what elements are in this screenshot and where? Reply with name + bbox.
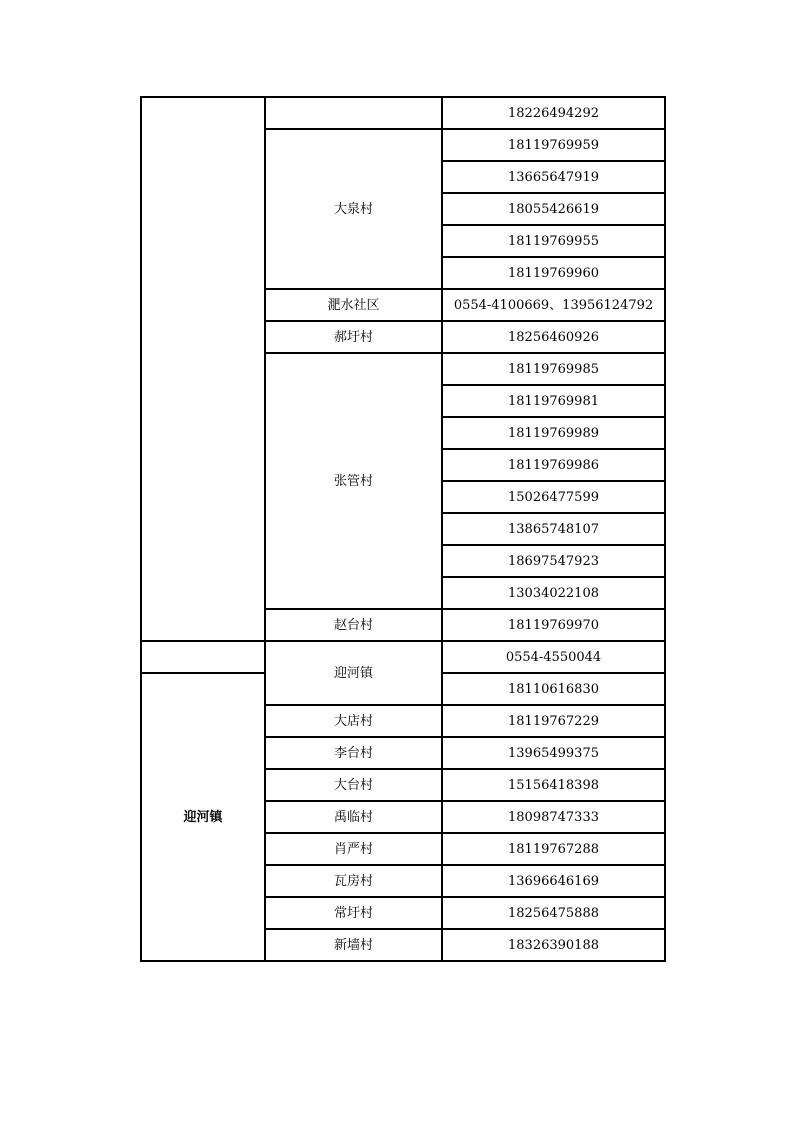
village-cell: 新墙村 (265, 929, 442, 961)
village-cell: 郝圩村 (265, 321, 442, 353)
phone-cell: 18119767229 (442, 705, 665, 737)
village-cell: 张管村 (265, 353, 442, 609)
village-cell: 李台村 (265, 737, 442, 769)
phone-cell: 18098747333 (442, 801, 665, 833)
village-cell: 肖严村 (265, 833, 442, 865)
phone-cell: 18119769970 (442, 609, 665, 641)
phone-cell: 0554-4100669、13956124792 (442, 289, 665, 321)
village-cell-empty (265, 97, 442, 129)
phone-cell: 18110616830 (442, 673, 665, 705)
phone-cell: 18256460926 (442, 321, 665, 353)
phone-cell: 15026477599 (442, 481, 665, 513)
phone-cell: 18119769960 (442, 257, 665, 289)
phone-cell: 18119769981 (442, 385, 665, 417)
phone-cell: 18697547923 (442, 545, 665, 577)
phone-cell: 18119767288 (442, 833, 665, 865)
village-cell: 大店村 (265, 705, 442, 737)
phone-cell: 18119769985 (442, 353, 665, 385)
village-cell: 大台村 (265, 769, 442, 801)
phone-cell: 18119769955 (442, 225, 665, 257)
village-cell: 赵台村 (265, 609, 442, 641)
phone-cell: 18326390188 (442, 929, 665, 961)
town-cell-empty (141, 641, 265, 673)
phone-cell: 18119769959 (442, 129, 665, 161)
phone-cell: 13665647919 (442, 161, 665, 193)
phone-cell: 13696646169 (442, 865, 665, 897)
village-cell: 瓦房村 (265, 865, 442, 897)
phone-cell: 18256475888 (442, 897, 665, 929)
village-cell: 淝水社区 (265, 289, 442, 321)
phone-cell: 18055426619 (442, 193, 665, 225)
town-cell: 迎河镇 (141, 673, 265, 961)
phone-cell: 18226494292 (442, 97, 665, 129)
phone-cell: 15156418398 (442, 769, 665, 801)
village-cell: 大泉村 (265, 129, 442, 289)
village-cell: 禹临村 (265, 801, 442, 833)
village-cell: 常圩村 (265, 897, 442, 929)
phone-cell: 13865748107 (442, 513, 665, 545)
phone-cell: 13965499375 (442, 737, 665, 769)
town-cell-previous (141, 97, 265, 641)
table-row (141, 641, 665, 673)
phone-cell: 0554-4550044 (442, 641, 665, 673)
village-cell: 迎河镇 (265, 641, 442, 705)
phone-cell: 13034022108 (442, 577, 665, 609)
phone-cell: 18119769986 (442, 449, 665, 481)
table-row (141, 97, 665, 129)
phone-cell: 18119769989 (442, 417, 665, 449)
contact-table (140, 96, 666, 962)
